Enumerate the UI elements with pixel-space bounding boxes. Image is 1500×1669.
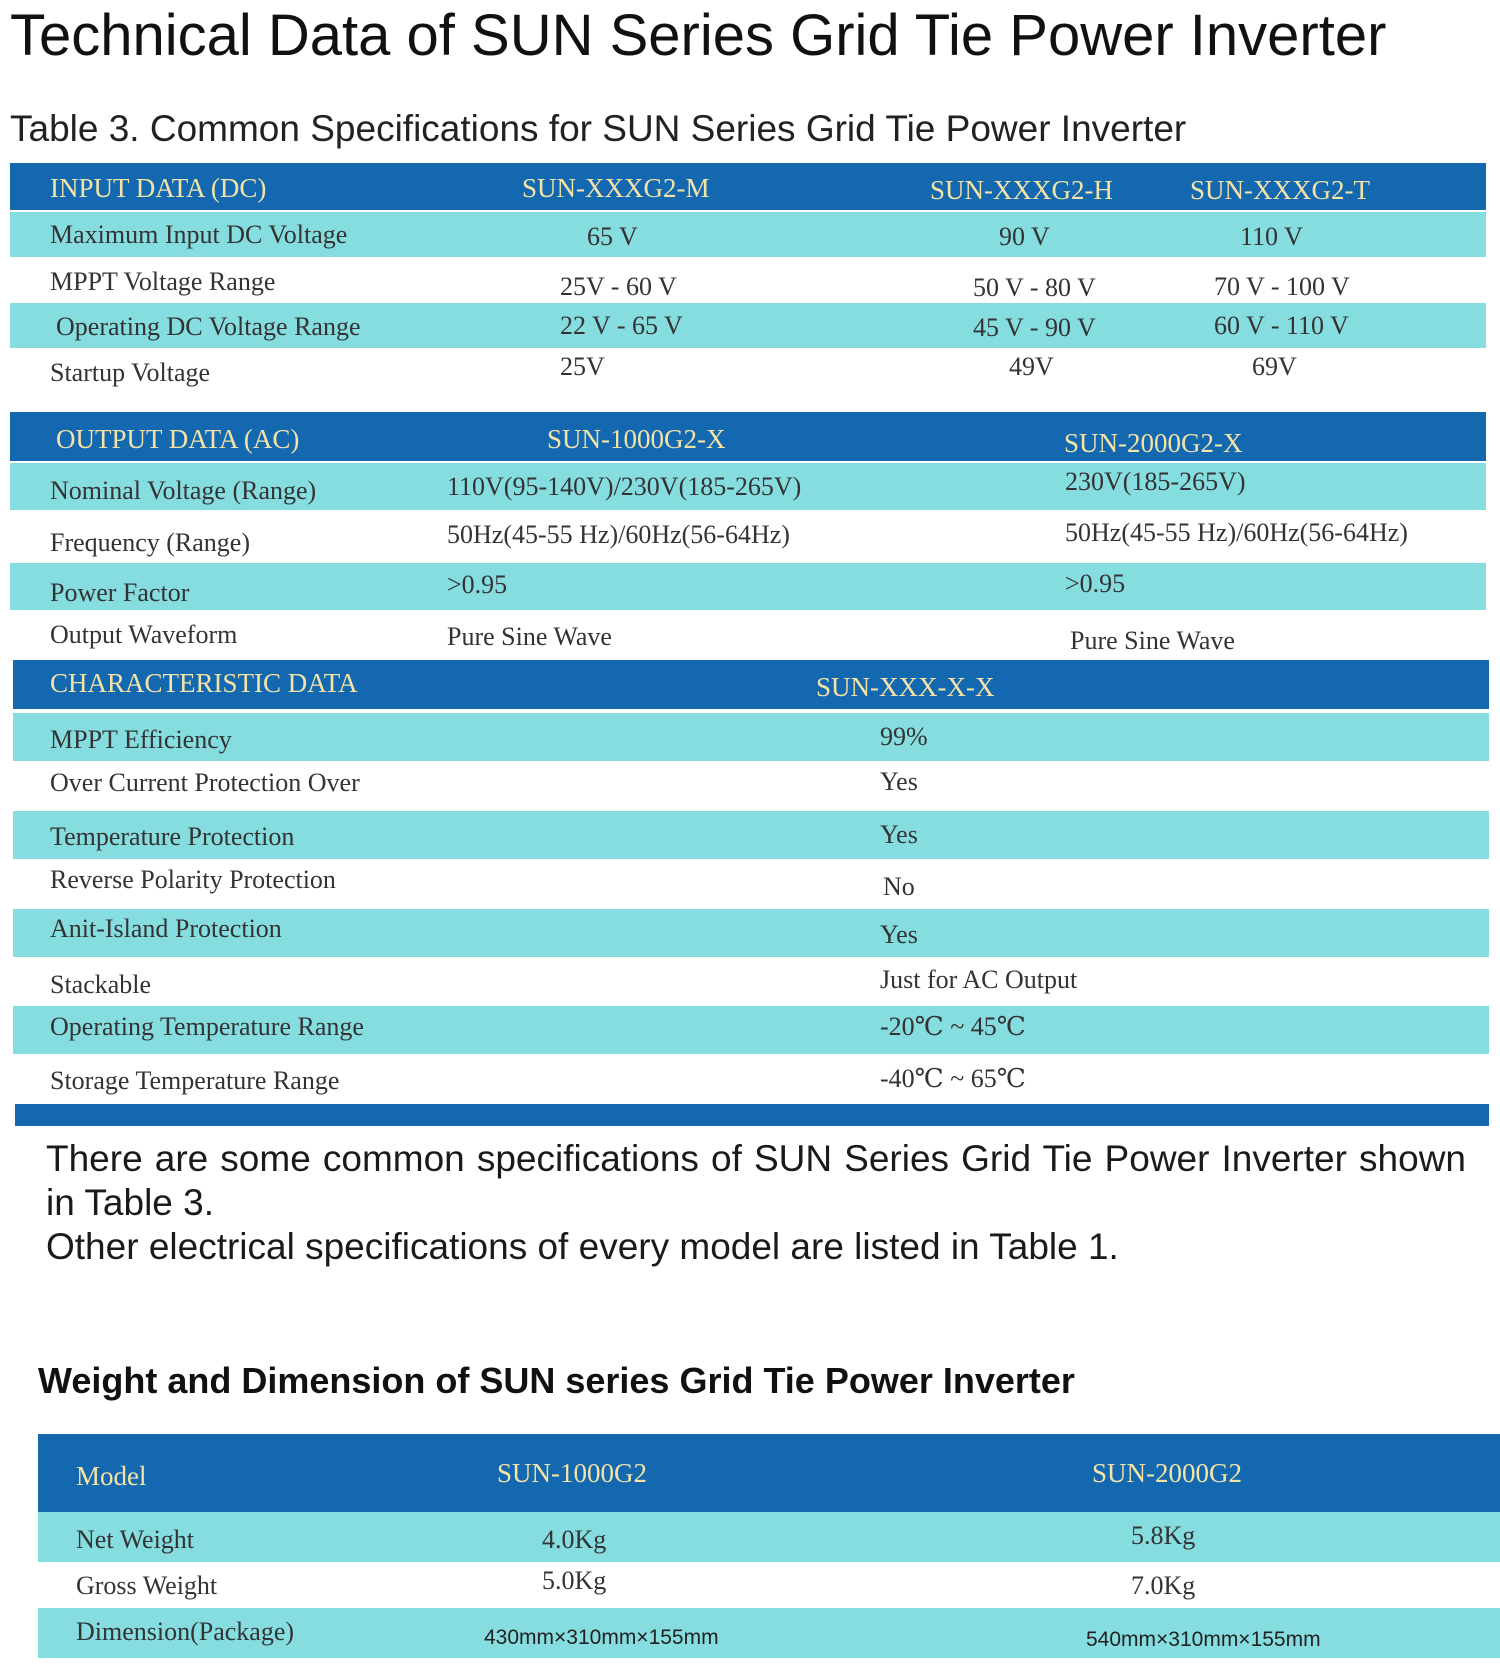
characteristic-row-label: Operating Temperature Range <box>50 1012 364 1041</box>
output-row-value: 50Hz(45-55 Hz)/60Hz(56-64Hz) <box>447 520 790 549</box>
output-row-value: >0.95 <box>447 570 508 599</box>
characteristic-row-label: Storage Temperature Range <box>50 1066 340 1095</box>
weight-model-1000: SUN-1000G2 <box>497 1458 648 1488</box>
weight-header-label: Model <box>76 1461 147 1491</box>
weight-row-value: 5.8Kg <box>1131 1521 1196 1550</box>
characteristic-model: SUN-XXX-X-X <box>816 672 995 702</box>
input-row-label: Operating DC Voltage Range <box>56 312 361 341</box>
characteristic-row-label: Over Current Protection Over <box>50 768 360 797</box>
input-model-h: SUN-XXXG2-H <box>930 175 1113 205</box>
output-row-value: 110V(95-140V)/230V(185-265V) <box>447 472 802 501</box>
output-row-label: Output Waveform <box>50 620 238 649</box>
characteristic-row-label: MPPT Efficiency <box>50 725 232 754</box>
characteristic-row-value: No <box>883 872 915 901</box>
input-row-value: 25V - 60 V <box>560 272 677 301</box>
output-row-band <box>10 563 1486 610</box>
output-row-value: Pure Sine Wave <box>447 622 612 651</box>
characteristic-header-label: CHARACTERISTIC DATA <box>50 668 358 698</box>
weight-row-value: 5.0Kg <box>542 1566 607 1595</box>
description-paragraph: Other electrical specifications of every model are listed in Table 1. <box>46 1226 1119 1267</box>
input-row-value: 45 V - 90 V <box>973 313 1096 342</box>
input-model-t: SUN-XXXG2-T <box>1190 175 1370 205</box>
characteristic-row-value: Yes <box>880 820 918 849</box>
output-row-value: Pure Sine Wave <box>1070 626 1235 655</box>
weight-row-value: 7.0Kg <box>1131 1571 1196 1600</box>
input-row-value: 69V <box>1252 352 1297 381</box>
characteristic-row-value: 99% <box>880 722 928 751</box>
weight-row-label: Dimension(Package) <box>76 1617 295 1646</box>
characteristic-row-value: -20℃ ~ 45℃ <box>880 1012 1026 1041</box>
output-row-label: Nominal Voltage (Range) <box>50 476 317 505</box>
input-row-label: Maximum Input DC Voltage <box>50 220 348 249</box>
weight-row-value: 430mm×310mm×155mm <box>484 1626 719 1649</box>
characteristic-row-value: Just for AC Output <box>880 965 1078 994</box>
input-row-value: 49V <box>1009 352 1054 381</box>
input-row-value: 50 V - 80 V <box>973 273 1096 302</box>
input-row-value: 60 V - 110 V <box>1214 311 1349 340</box>
characteristic-row-label: Stackable <box>50 970 152 999</box>
weight-row-label: Gross Weight <box>76 1571 218 1600</box>
output-row-label: Power Factor <box>50 578 190 607</box>
input-row-value: 65 V <box>587 222 638 251</box>
output-row-value: >0.95 <box>1065 569 1126 598</box>
weight-row-value: 540mm×310mm×155mm <box>1086 1628 1321 1651</box>
characteristic-row-value: -40℃ ~ 65℃ <box>880 1064 1026 1093</box>
table-bottom-bar <box>15 1104 1489 1126</box>
characteristic-row-value: Yes <box>880 767 918 796</box>
table-caption: Table 3. Common Specifications for SUN Series Grid Tie Power Inverter <box>10 108 1187 149</box>
input-row-label: Startup Voltage <box>50 358 211 387</box>
weight-row-label: Net Weight <box>76 1525 195 1554</box>
output-model-1000: SUN-1000G2-X <box>547 424 726 454</box>
page-title: Technical Data of SUN Series Grid Tie Power Inverter <box>10 3 1387 68</box>
input-header-label: INPUT DATA (DC) <box>50 173 267 203</box>
output-model-2000: SUN-2000G2-X <box>1064 428 1243 458</box>
characteristic-row-label: Anit-Island Protection <box>50 914 282 943</box>
characteristic-row-value: Yes <box>880 920 918 949</box>
weight-row-band <box>38 1512 1500 1562</box>
output-row-label: Frequency (Range) <box>50 528 250 557</box>
weight-header-band <box>38 1434 1500 1512</box>
characteristic-row-label: Temperature Protection <box>50 822 295 851</box>
input-model-m: SUN-XXXG2-M <box>522 173 710 203</box>
output-row-value: 230V(185-265V) <box>1065 467 1246 496</box>
characteristic-row-label: Reverse Polarity Protection <box>50 865 336 894</box>
weight-section-title: Weight and Dimension of SUN series Grid Tie Power Inverter <box>38 1360 1075 1401</box>
input-row-value: 110 V <box>1240 222 1303 251</box>
output-row-value: 50Hz(45-55 Hz)/60Hz(56-64Hz) <box>1065 518 1408 547</box>
description-paragraph: There are some common specifications of SUN Series Grid Tie Power Inverter shown in Table 3. <box>46 1138 1466 1223</box>
weight-model-2000: SUN-2000G2 <box>1092 1458 1243 1488</box>
characteristic-row-band <box>13 713 1489 761</box>
input-row-value: 90 V <box>999 222 1050 251</box>
output-header-label: OUTPUT DATA (AC) <box>56 424 300 454</box>
input-row-value: 22 V - 65 V <box>560 311 683 340</box>
input-row-value: 25V <box>560 352 605 381</box>
input-row-value: 70 V - 100 V <box>1214 272 1350 301</box>
weight-row-value: 4.0Kg <box>542 1525 607 1554</box>
input-row-label: MPPT Voltage Range <box>50 267 276 296</box>
